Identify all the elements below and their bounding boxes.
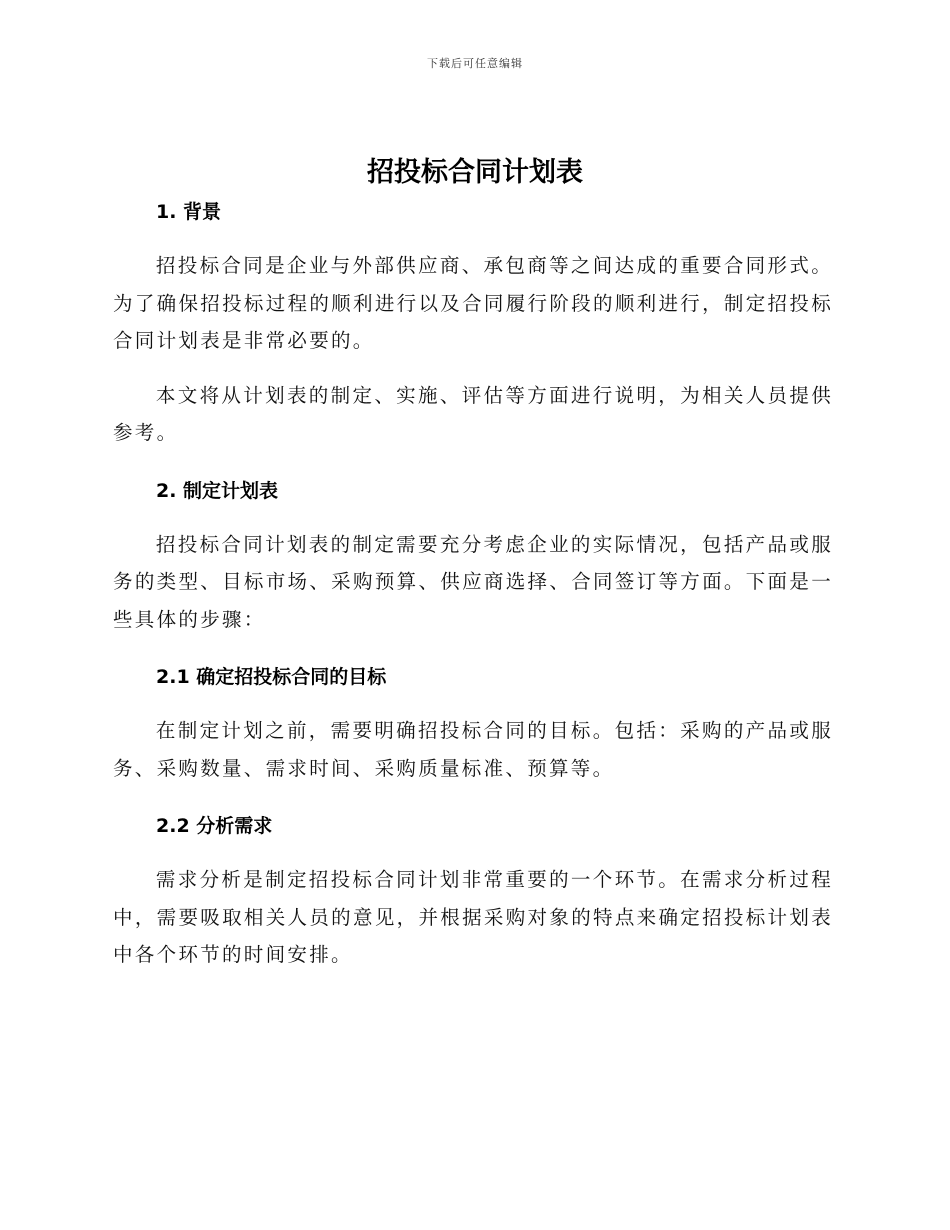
header-note: 下载后可任意编辑: [427, 57, 523, 70]
paragraph: 在制定计划之前，需要明确招投标合同的目标。包括：采购的产品或服务、采购数量、需求时间、采购质量标准、预算等。: [113, 719, 833, 780]
paragraph: 招投标合同计划表的制定需要充分考虑企业的实际情况，包括产品或服务的类型、目标市场、采购预算、供应商选择、合同签订等方面。下面是一些具体的步骤：: [113, 532, 833, 631]
section-heading: 2. 制定计划表: [156, 479, 279, 502]
section-heading: 2.2 分析需求: [156, 815, 273, 837]
section-analyze-needs: [113, 807, 833, 974]
paragraph: 招投标合同是企业与外部供应商、承包商等之间达成的重要合同形式。为了确保招投标过程的顺利进行以及合同履行阶段的顺利进行，制定招投标合同计划表是非常必要的。: [113, 254, 833, 352]
section-heading: 2.1 确定招投标合同的目标: [156, 666, 387, 688]
document-body: [113, 193, 833, 974]
section-define-goals: [113, 658, 833, 787]
paragraph: 需求分析是制定招投标合同计划非常重要的一个环节。在需求分析过程中，需要吸取相关人员的意见，并根据采购对象的特点来确定招投标计划表中各个环节的时间安排。: [113, 868, 833, 966]
section-background: [113, 193, 833, 452]
document-title: 招投标合同计划表: [367, 157, 583, 188]
section-make-plan: [113, 472, 833, 639]
paragraph: 本文将从计划表的制定、实施、评估等方面进行说明，为相关人员提供参考。: [113, 383, 833, 444]
section-heading: 1. 背景: [156, 201, 222, 223]
